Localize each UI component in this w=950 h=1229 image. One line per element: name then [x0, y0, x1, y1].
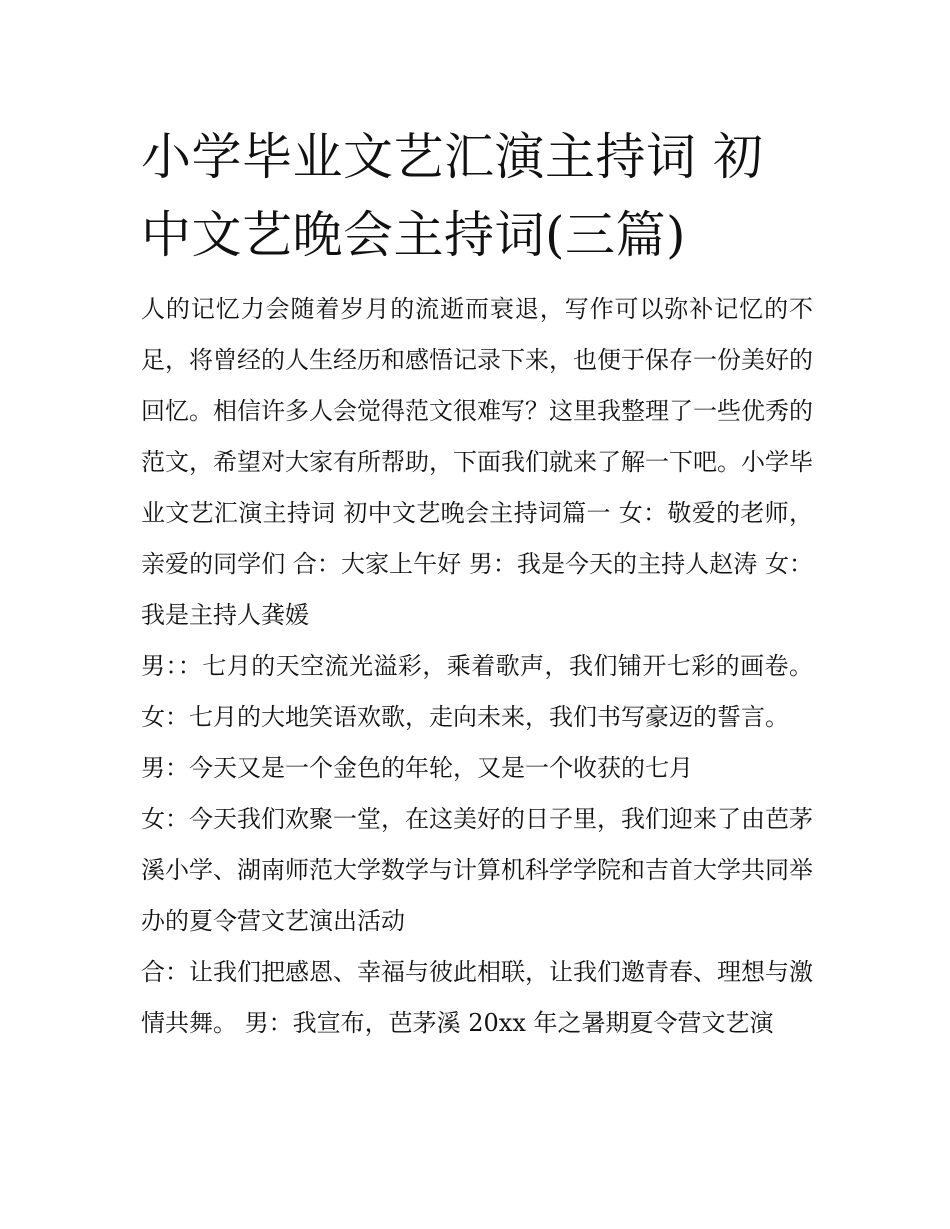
- paragraph-female-host: 女：今天我们欢聚一堂，在这美好的日子里，我们迎来了由芭茅溪小学、湖南师范大学数学与计算机科学学院和吉首大学共同举办的夏令营文艺演出活动: [141, 805, 813, 935]
- document-page: [141, 118, 813, 1049]
- paragraph-male-host-1: 男：：七月的天空流光溢彩，乘着歌声，我们铺开七彩的画卷。 女：七月的大地笑语欢歌，走向未来，我们书写豪迈的誓言。: [141, 652, 813, 731]
- document-body: [141, 284, 813, 1049]
- paragraph-together: 合：让我们把感恩、幸福与彼此相联，让我们邀青春、理想与激情共舞。 男：我宣布，芭茅溪 20xx 年之暑期夏令营文艺演: [141, 958, 813, 1037]
- paragraph-male-host-2: 男：今天又是一个金色的年轮，又是一个收获的七月: [141, 754, 693, 782]
- paragraph-intro: 人的记忆力会随着岁月的流逝而衰退，写作可以弥补记忆的不足，将曾经的人生经历和感悟记录下来，也便于保存一份美好的回忆。相信许多人会觉得范文很难写？这里我整理了一些优秀的范文，希望对大家有所帮助，下面我们就来了解一下吧。小学毕业文艺汇演主持词 初中文艺晚会主持词篇一 女：敬爱的老师，亲爱的同学们 合：大家上午好 男：我是今天的主持人赵涛 女：我是主持人龚媛: [141, 295, 813, 629]
- document-title: 小学毕业文艺汇演主持词 初中文艺晚会主持词(三篇): [141, 128, 764, 264]
